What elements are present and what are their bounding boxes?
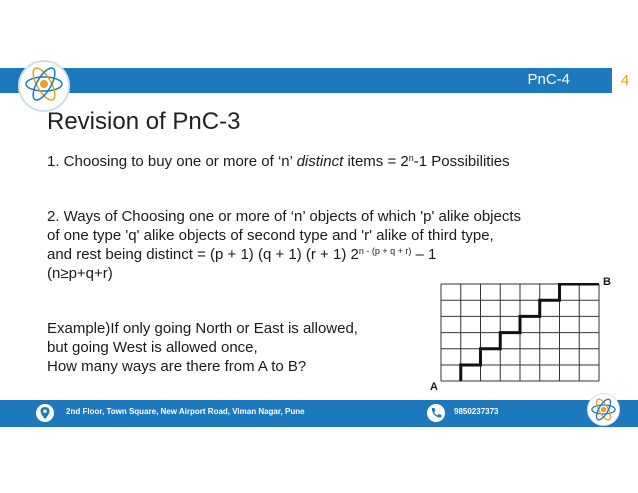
- slide-title: Revision of PnC-3: [47, 108, 241, 135]
- logo: [18, 60, 70, 112]
- footer-logo: [587, 393, 620, 426]
- point-2-formula: and rest being distinct = (p + 1) (q + 1) (r + 1) 2: [47, 246, 359, 263]
- page-number: 4: [620, 72, 630, 89]
- point-2-suffix: – 1: [411, 246, 437, 263]
- grid-svg: [440, 283, 600, 382]
- point-2-line-1: 2. Ways of Choosing one or more of ‘n’ objects of which 'p' alike objects: [47, 208, 522, 225]
- example-line-2: but going West is allowed once,: [47, 339, 258, 356]
- point-1-text: 1. Choosing to buy one or more of ‘n’: [47, 153, 297, 170]
- point-1-italic: distinct: [296, 153, 344, 170]
- grid-diagram: [440, 283, 600, 382]
- example-line-3: How many ways are there from A to B?: [47, 358, 307, 375]
- atom-logo-icon: [588, 394, 619, 425]
- point-2-exponent: n - (p + q + r): [358, 246, 412, 256]
- point-2-line-2: of one type 'q' alike objects of second type and 'r' alike of third type,: [47, 227, 494, 244]
- example: [47, 319, 417, 376]
- header-band: [0, 68, 638, 93]
- point-1-suffix: -1 Possibilities: [413, 153, 510, 170]
- point-1-exponent: n: [408, 153, 414, 163]
- point-1-formula: items = 2: [343, 153, 409, 170]
- footer-phone: 9850237373: [454, 407, 499, 416]
- header-bar: [0, 68, 612, 93]
- footer-bar: [0, 400, 638, 427]
- grid-label-b: B: [603, 276, 611, 288]
- phone-icon: [427, 404, 445, 422]
- location-pin-icon: [36, 404, 54, 422]
- slide-section-title: PnC-4: [527, 71, 570, 88]
- example-line-1: Example)If only going North or East is allowed,: [47, 320, 358, 337]
- point-2: [47, 207, 607, 283]
- grid-label-a: A: [430, 381, 438, 393]
- point-2-line-3: [47, 245, 607, 264]
- point-2-line-4: (n≥p+q+r): [47, 265, 113, 282]
- point-1: [47, 152, 510, 171]
- footer-address: 2nd Floor, Town Square, New Airport Road, Viman Nagar, Pune: [66, 407, 305, 416]
- atom-logo-icon: [20, 62, 68, 110]
